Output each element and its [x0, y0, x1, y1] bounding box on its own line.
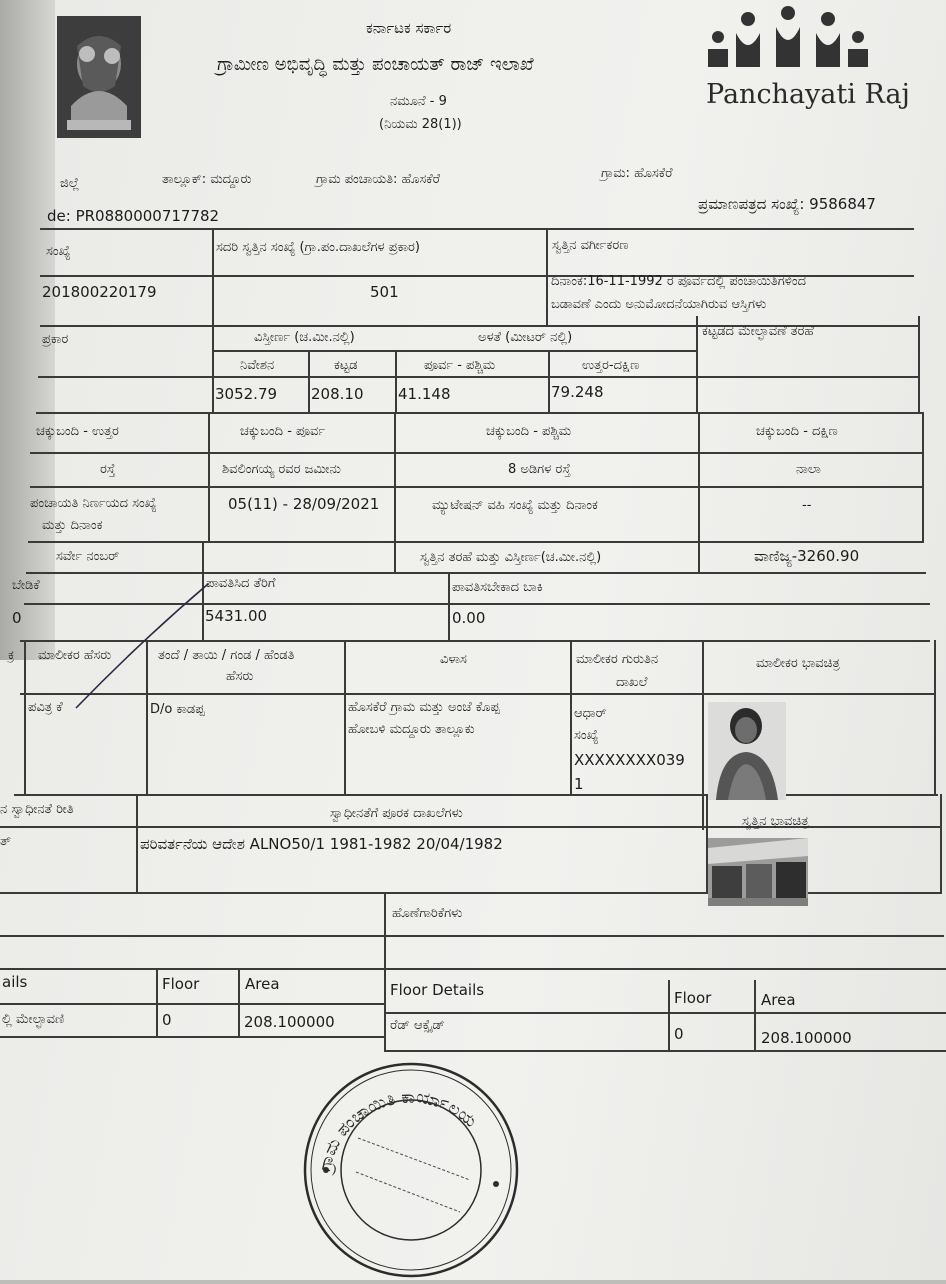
dept-title: ಗ್ರಾಮೀಣ ಅಭಿವೃದ್ಧಿ ಮತ್ತು ಪಂಚಾಯತ್ ರಾಜ್ ಇಲಾಖೆ — [217, 54, 534, 75]
taluk-label: ತಾಲ್ಲೂಕ್: ಮದ್ದೂರು — [162, 172, 252, 187]
form-number: ನಮೂನೆ - 9 — [390, 94, 447, 109]
seal-text: ಗ್ರಾಮ ಪಂಚಾಯಿತಿ ಕಾರ್ಯಾಲಯ — [315, 1086, 481, 1174]
id-type-value: ಆಧಾರ್ — [574, 706, 607, 721]
relation-value: D/o ಕಾಡಪ್ಪ — [150, 702, 205, 717]
north-south-value: 79.248 — [551, 383, 604, 401]
area-header-left: Area — [245, 975, 280, 993]
gp-label: ಗ್ರಾಮ ಪಂಚಾಯತಿ: ಹೊಸಕೆರೆ — [316, 172, 441, 187]
demand-value: 0 — [12, 609, 22, 627]
property-id-value: 201800220179 — [42, 283, 157, 301]
property-photo-header: ಸ್ವತ್ತಿನ ಭಾವಚಿತ್ರ — [742, 814, 809, 829]
class-value-line1: ದಿನಾಂಕ:16-11-1992 ರ ಪೂರ್ವದಲ್ಲಿ ಪಂಚಾಯಿತಿಗಳಿಂದ — [551, 274, 807, 289]
logo-text: Panchayati Raj — [706, 79, 910, 110]
floor-detail-value-left: ಲ್ಲಿ ಮೇಲ್ಛಾವಣಿ — [2, 1012, 65, 1027]
type-area-header: ಸ್ವತ್ತಿನ ತರಹೆ ಮತ್ತು ವಿಸ್ತೀರ್ಣ(ಚ.ಮೀ.ನಲ್ಲಿ) — [420, 550, 602, 565]
owner-photo-header: ಮಾಲೀಕರ ಭಾವಚಿತ್ರ — [756, 656, 840, 671]
west-boundary-value: 8 ಅಡಿಗಳ ರಸ್ತೆ — [508, 462, 571, 477]
resolution-header-line1: ಪಂಚಾಯತಿ ನಿರ್ಣಯದ ಸಂಖ್ಯೆ — [30, 496, 157, 511]
id-number-value: XXXXXXXX039 — [574, 751, 685, 769]
east-boundary-value: ಶಿವಲಿಂಗಯ್ಯ ರವರ ಜಮೀನು — [222, 462, 341, 477]
south-boundary-value: ನಾಲಾ — [796, 462, 821, 477]
balance-value: 0.00 — [452, 609, 486, 627]
floor-header-left: Floor — [162, 975, 200, 993]
property-code: de: PR0880000717782 — [47, 207, 220, 225]
mutation-value: -- — [802, 498, 812, 513]
floor-details-header-right: Floor Details — [390, 981, 485, 999]
property-photo — [708, 838, 808, 906]
id-proof-header-line2: ದಾಖಲೆ — [616, 675, 648, 690]
karnataka-emblem-icon — [57, 16, 141, 138]
id-proof-header-line1: ಮಾಲೀಕರ ಗುರುತಿನ — [576, 652, 659, 667]
dimension-header: ಅಳತೆ (ಮೀಟರ್ ನಲ್ಲಿ) — [478, 330, 573, 345]
relation-header-line1: ತಂದೆ / ತಾಯಿ / ಗಂಡ / ಹೆಂಡತಿ — [158, 648, 295, 663]
acquisition-docs-header: ಸ್ವಾಧೀನತೆಗೆ ಪೂರಕ ದಾಖಲೆಗಳು — [330, 806, 463, 821]
paper-shadow-edge — [0, 0, 55, 660]
east-west-header: ಪೂರ್ವ - ಪಶ್ಚಿಮ — [424, 358, 496, 373]
building-area-value: 208.10 — [311, 385, 364, 403]
west-boundary-header: ಚಕ್ಕುಬಂದಿ - ಪಶ್ಚಿಮ — [486, 424, 572, 439]
mutation-header: ಮ್ಯುಟೇಷನ್ ವಹಿ ಸಂಖ್ಯೆ ಮತ್ತು ದಿನಾಂಕ — [432, 498, 598, 513]
site-header: ನಿವೇಶನ — [240, 358, 275, 373]
area-value-left: 208.100000 — [244, 1013, 335, 1031]
address-line1: ಹೊಸಕೆರೆ ಗ್ರಾಮ ಮತ್ತು ಅಂಚೆ ಕೊಪ್ಪ — [348, 700, 500, 715]
district-label: ಜಿಲ್ಲೆ — [60, 176, 80, 191]
panchayati-raj-logo — [700, 5, 910, 115]
rule-number: (ನಿಯಮ 28(1)) — [379, 117, 462, 132]
pen-stroke-mark — [70, 582, 210, 712]
survey-number-header: ಸರ್ವೇ ನಂಬರ್ — [56, 549, 120, 564]
official-seal-stamp — [300, 1060, 522, 1280]
type-area-value: ವಾಣಿಜ್ಯ-3260.90 — [754, 547, 860, 565]
owner-photo — [708, 702, 786, 800]
floor-header-right: Floor — [674, 989, 712, 1007]
id-number-label: ಸಂಖ್ಯೆ — [574, 728, 599, 743]
demand-header: ಬೇಡಿಕೆ — [12, 578, 40, 593]
village-label: ಗ್ರಾಮ: ಹೊಸಕೆರೆ — [601, 166, 673, 181]
col-id-header: ಸಂಖ್ಯೆ — [46, 244, 71, 259]
acquisition-mode-header: ನ ಸ್ವಾಧೀನತೆ ರೀತಿ — [0, 802, 74, 817]
floor-value-left: 0 — [162, 1011, 172, 1029]
liabilities-header: ಹೊಣೆಗಾರಿಕೆಗಳು — [392, 906, 463, 921]
north-south-header: ಉತ್ತರ-ದಕ್ಷಿಣ — [582, 358, 640, 373]
col-class-header: ಸ್ವತ್ತಿನ ವರ್ಗೀಕರಣ — [552, 238, 629, 253]
east-west-value: 41.148 — [398, 385, 451, 403]
id-number-value-cont: 1 — [574, 775, 584, 793]
site-area-value: 3052.79 — [215, 385, 278, 403]
class-value-line2: ಬಡಾವಣೆ ಎಂದು ಅನುಮೋದನೆಯಾಗಿರುವ ಆಸ್ತಿಗಳು — [551, 297, 767, 312]
resolution-header-line2: ಮತ್ತು ದಿನಾಂಕ — [42, 518, 103, 533]
floor-details-header-left: ails — [2, 973, 28, 991]
certificate-number: ಪ್ರಮಾಣಪತ್ರದ ಸಂಖ್ಯೆ: 9586847 — [698, 195, 876, 213]
north-boundary-header: ಚಕ್ಕುಬಂದಿ - ಉತ್ತರ — [36, 424, 119, 439]
floor-value-right: 0 — [674, 1025, 684, 1043]
acquisition-docs-value: ಪರಿವರ್ತನೆಯ ಆದೇಶ ALNO50/1 1981-1982 20/04/1982 — [140, 835, 503, 853]
acquisition-mode-value: ತ್ — [0, 834, 12, 849]
col-assetno-header: ಸದರಿ ಸ್ವತ್ತಿನ ಸಂಖ್ಯೆ (ಗ್ರಾ.ಪಂ.ದಾಖಲೆಗಳ ಪ್ರಕಾರ) — [216, 240, 420, 255]
area-header-right: Area — [761, 991, 796, 1009]
owner-name-header: ಮಾಲೀಕರ ಹೆಸರು — [38, 648, 112, 663]
serial-header: ಕ್ರ — [8, 648, 15, 663]
north-boundary-value: ರಸ್ತೆ — [100, 462, 116, 477]
floor-detail-value-right: ರೆಡ್ ಆಕ್ಸೈಡ್ — [390, 1018, 445, 1033]
type-header: ಪ್ರಕಾರ — [42, 332, 69, 347]
resolution-value: 05(11) - 28/09/2021 — [228, 495, 380, 513]
building-header: ಕಟ್ಟಡ — [334, 358, 358, 373]
south-boundary-header: ಚಕ್ಕುಬಂದಿ - ದಕ್ಷಿಣ — [756, 424, 838, 439]
relation-header-line2: ಹೆಸರು — [226, 669, 254, 684]
owner-name-value: ಪವಿತ್ರ ಕೆ — [28, 700, 63, 715]
address-line2: ಹೋಬಳಿ ಮದ್ದೂರು ತಾಲ್ಲೂಕು — [348, 722, 475, 737]
paid-tax-header: ಪಾವತಿಸಿದ ತೆರಿಗೆ — [206, 576, 276, 591]
govt-title: ಕರ್ನಾಟಕ ಸರ್ಕಾರ — [366, 19, 452, 37]
area-header: ವಿಸ್ತೀರ್ಣ (ಚ.ಮೀ.ನಲ್ಲಿ) — [254, 330, 355, 345]
area-value-right: 208.100000 — [761, 1029, 852, 1047]
address-header: ವಿಳಾಸ — [440, 652, 467, 667]
asset-number-value: 501 — [370, 283, 399, 301]
balance-header: ಪಾವತಿಸಬೇಕಾದ ಬಾಕಿ — [452, 580, 543, 595]
roof-type-header: ಕಟ್ಟಡದ ಮೇಲ್ಛಾವಣೆ ತರಹೆ — [702, 324, 814, 339]
east-boundary-header: ಚಕ್ಕುಬಂದಿ - ಪೂರ್ವ — [240, 424, 326, 439]
paid-tax-value: 5431.00 — [205, 607, 268, 625]
